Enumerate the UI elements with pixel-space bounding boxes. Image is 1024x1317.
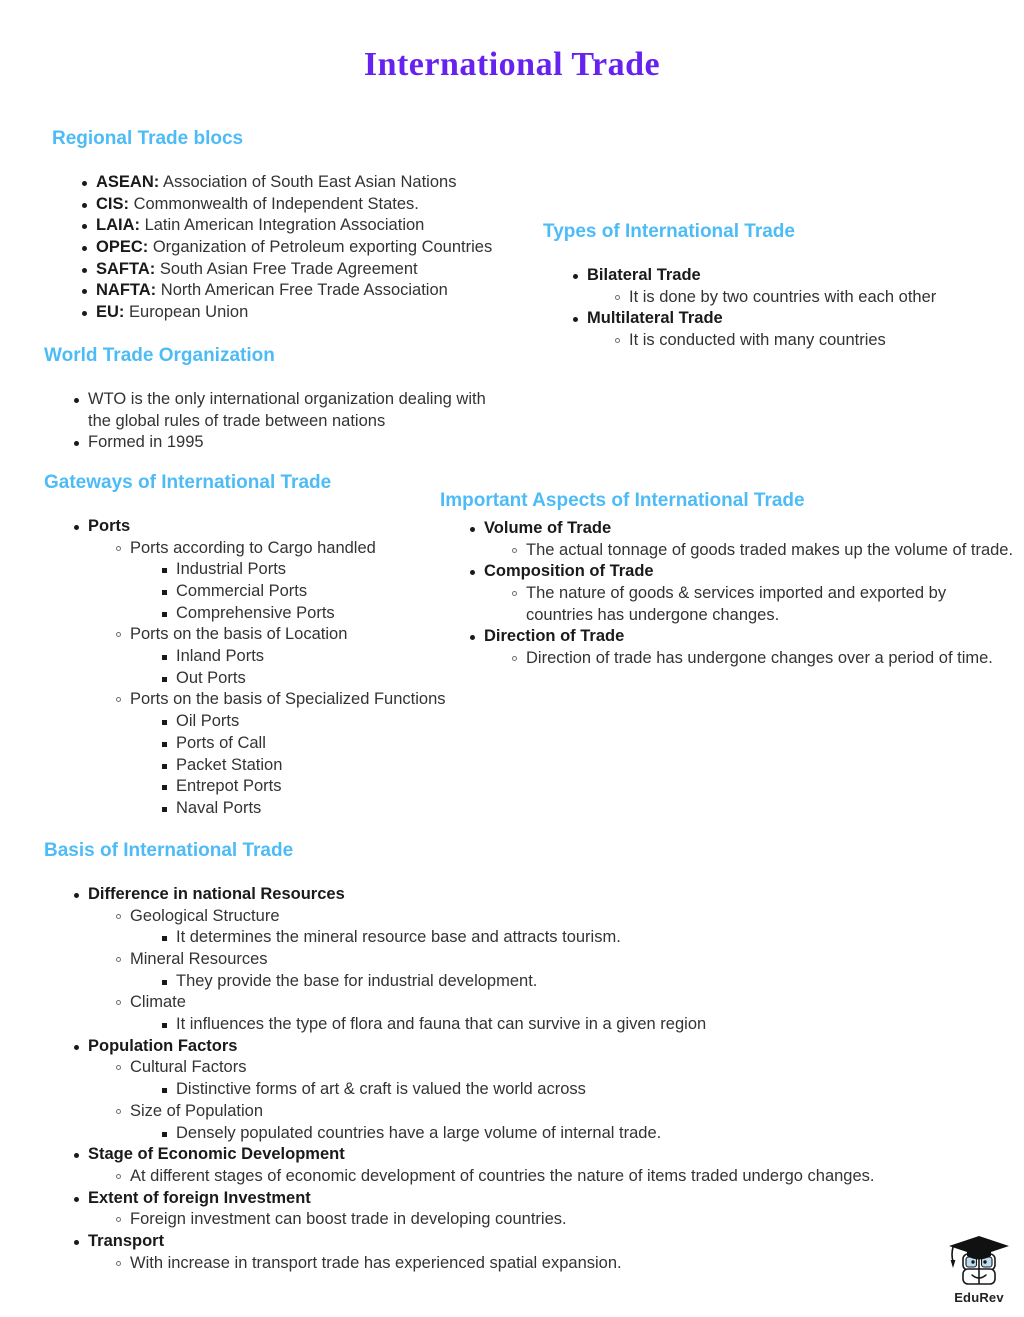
list-item <box>114 906 974 949</box>
list-item: Comprehensive Ports <box>160 603 484 625</box>
list-item: At different stages of economic development of countries the nature of items traded undergo changes. <box>114 1166 974 1188</box>
basis-list <box>72 884 974 1275</box>
list-item <box>80 172 522 194</box>
sublist <box>160 559 484 624</box>
section-heading-gateways-of-international-trade: Gateways of International Trade <box>44 472 332 493</box>
list-item: Formed in 1995 <box>72 432 508 454</box>
list-item: It is done by two countries with each other <box>613 287 949 309</box>
group-label: Ports according to Cargo handled <box>130 538 376 557</box>
group-label: Ports on the basis of Specialized Functions <box>130 690 446 709</box>
list-item <box>571 308 963 351</box>
section-heading-regional-trade-blocs: Regional Trade blocs <box>52 128 244 149</box>
item-label: Stage of Economic Development <box>88 1145 345 1164</box>
item-label: Volume of Trade <box>484 518 612 537</box>
list-item <box>80 237 522 259</box>
sublist <box>613 287 963 309</box>
list-item: Commercial Ports <box>160 581 484 603</box>
list-item <box>80 259 522 281</box>
list-item: It determines the mineral resource base and attracts tourism. <box>160 927 974 949</box>
sublist <box>160 1079 974 1101</box>
definition: Commonwealth of Independent States. <box>129 194 419 213</box>
list-item: Foreign investment can boost trade in developing countries. <box>114 1209 974 1231</box>
list-item <box>468 626 1020 669</box>
list-item <box>114 992 974 1035</box>
sublist <box>510 540 1020 562</box>
list-item <box>72 516 484 820</box>
list-item: Naval Ports <box>160 798 484 820</box>
list-item: Packet Station <box>160 755 484 777</box>
sublist <box>114 906 974 1036</box>
list-item <box>72 1231 974 1274</box>
section-important-aspects-of-international-trade <box>440 490 1020 670</box>
item-label: Bilateral Trade <box>587 265 701 284</box>
sublist <box>114 1166 974 1188</box>
list-item <box>72 884 974 1036</box>
list-item <box>114 538 484 625</box>
group-label: Climate <box>130 993 186 1012</box>
list-item: Inland Ports <box>160 646 484 668</box>
item-label: Difference in national Resources <box>88 884 345 903</box>
definition: Latin American Integration Association <box>140 216 425 235</box>
page-title: International Trade <box>363 46 661 83</box>
section-types-of-international-trade <box>543 221 963 352</box>
section-heading-basis-of-international-trade: Basis of International Trade <box>44 840 294 861</box>
list-item: Industrial Ports <box>160 559 484 581</box>
list-item: Direction of trade has undergone changes over a period of time. <box>510 648 1020 670</box>
definition: European Union <box>124 303 249 322</box>
list-item: Distinctive forms of art & craft is valued the world across <box>160 1079 974 1101</box>
group-label: Cultural Factors <box>130 1058 247 1077</box>
edurev-logo-text: EduRev <box>954 1290 1004 1305</box>
sublist <box>160 971 974 993</box>
term: OPEC: <box>96 237 149 256</box>
sublist <box>160 1123 974 1145</box>
list-item <box>114 949 974 992</box>
term: SAFTA: <box>96 259 156 278</box>
sublist <box>114 1057 974 1144</box>
list-item <box>114 689 484 819</box>
section-world-trade-organization <box>44 345 514 454</box>
section-basis-of-international-trade <box>44 840 974 1275</box>
list-item: The actual tonnage of goods traded makes up the volume of trade. <box>510 540 1020 562</box>
list-item: It influences the type of flora and fauna that can survive in a given region <box>160 1014 974 1036</box>
group-label: Geological Structure <box>130 906 280 925</box>
list-item <box>72 1188 974 1231</box>
list-item <box>114 1101 974 1144</box>
list-item <box>571 265 963 308</box>
sublist <box>114 1253 974 1275</box>
regional-trade-blocs-list <box>80 172 522 324</box>
sublist <box>160 646 484 689</box>
sublist <box>160 927 974 949</box>
group-label: Ports on the basis of Location <box>130 625 348 644</box>
item-label: Ports <box>88 516 131 535</box>
item-label: Direction of Trade <box>484 627 625 646</box>
item-label: Population Factors <box>88 1036 238 1055</box>
list-item <box>80 194 522 216</box>
edurev-logo <box>943 1232 1015 1310</box>
port-groups <box>114 538 484 820</box>
sublist <box>160 711 484 820</box>
term: NAFTA: <box>96 281 157 300</box>
list-item: They provide the base for industrial development. <box>160 971 974 993</box>
section-gateways-of-international-trade <box>44 472 484 820</box>
item-label: Extent of foreign Investment <box>88 1188 311 1207</box>
item-label: Composition of Trade <box>484 562 654 581</box>
section-regional-trade-blocs <box>52 128 522 324</box>
list-item <box>80 215 522 237</box>
important-aspects-list <box>468 518 1020 670</box>
types-of-international-trade-list <box>571 265 963 352</box>
sublist <box>613 330 963 352</box>
group-label: Mineral Resources <box>130 949 268 968</box>
list-item: Entrepot Ports <box>160 776 484 798</box>
list-item: WTO is the only international organization dealing with the global rules of trade between nations <box>72 389 508 432</box>
list-item: The nature of goods & services imported and exported by countries has undergone changes. <box>510 583 1006 626</box>
list-item <box>80 302 522 324</box>
term: ASEAN: <box>96 172 160 191</box>
definition: South Asian Free Trade Agreement <box>155 259 418 278</box>
item-label: Transport <box>88 1232 165 1251</box>
definition: Association of South East Asian Nations <box>159 172 457 191</box>
list-item <box>114 624 484 689</box>
definition: Organization of Petroleum exporting Countries <box>148 237 493 256</box>
item-label: Multilateral Trade <box>587 309 723 328</box>
list-item: Oil Ports <box>160 711 484 733</box>
list-item <box>468 561 1020 626</box>
term: CIS: <box>96 194 129 213</box>
world-trade-organization-list <box>72 389 514 454</box>
term: LAIA: <box>96 216 140 235</box>
sublist <box>160 1014 974 1036</box>
gateways-list <box>72 516 484 820</box>
list-item: Ports of Call <box>160 733 484 755</box>
sublist <box>510 583 1020 626</box>
list-item: Densely populated countries have a large volume of internal trade. <box>160 1123 974 1145</box>
section-heading-important-aspects: Important Aspects of International Trade <box>440 490 805 511</box>
term: EU: <box>96 303 125 322</box>
list-item: It is conducted with many countries <box>613 330 949 352</box>
group-label: Size of Population <box>130 1101 264 1120</box>
list-item: With increase in transport trade has experienced spatial expansion. <box>114 1253 974 1275</box>
section-heading-world-trade-organization: World Trade Organization <box>44 345 275 366</box>
list-item: Out Ports <box>160 668 484 690</box>
list-item <box>468 518 1020 561</box>
sublist <box>114 1209 974 1231</box>
list-item <box>80 280 522 302</box>
list-item <box>72 1036 974 1145</box>
graduation-cap-book-mascot-icon <box>943 1232 1015 1292</box>
list-item <box>72 1144 974 1187</box>
list-item <box>114 1057 974 1100</box>
section-heading-types-of-international-trade: Types of International Trade <box>543 221 795 242</box>
sublist <box>510 648 1020 670</box>
definition: North American Free Trade Association <box>156 281 448 300</box>
